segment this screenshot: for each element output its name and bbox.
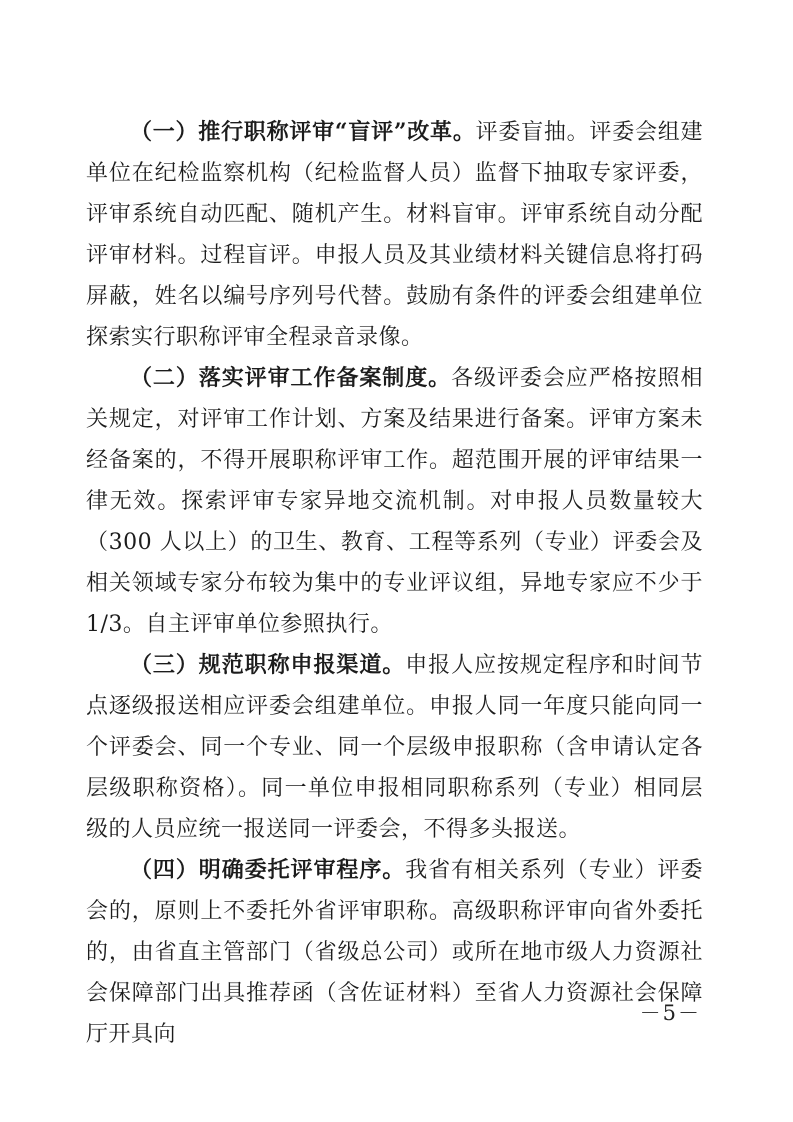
paragraph-4-lead: （四）明确委托评审程序。 — [130, 857, 406, 883]
paragraph-4-body: 我省有相关系列（专业）评委会的，原则上不委托外省评审职称。高级职称评审向省外委托的，由省直主管部门（省级总公司）或所在地市级人力资源社会保障部门出具推荐函（含佐证材料）至省人力资源社会保障厅开具向 — [86, 858, 703, 1047]
paragraph-1-lead: （一）推行职称评审“盲评”改革。 — [130, 119, 476, 145]
paragraph-4 — [86, 850, 703, 1055]
page-number: －5－ — [639, 1001, 701, 1025]
paragraph-3 — [86, 645, 703, 850]
paragraph-2 — [86, 358, 703, 645]
paragraph-2-lead: （二）落实评审工作备案制度。 — [130, 365, 452, 391]
paragraph-2-body: 各级评委会应严格按照相关规定，对评审工作计划、方案及结果进行备案。评审方案未经备案的，不得开展职称评审工作。超范围开展的评审结果一律无效。探索评审专家异地交流机制。对申报人员数量较大（300 人以上）的卫生、教育、工程等系列（专业）评委会及相关领域专家分布较为集中的专业评议组，异地专家应不少于1/3。自主评审单位参照执行。 — [86, 366, 703, 637]
document-body — [86, 112, 703, 1055]
paragraph-3-body: 申报人应按规定程序和时间节点逐级报送相应评委会组建单位。申报人同一年度只能向同一个评委会、同一个专业、同一个层级申报职称（含申请认定各层级职称资格）。同一单位申报相同职称系列（专业）相同层级的人员应统一报送同一评委会，不得多头报送。 — [86, 653, 703, 842]
paragraph-1 — [86, 112, 703, 358]
paragraph-3-lead: （三）规范职称申报渠道。 — [130, 652, 406, 678]
paragraph-1-body: 评委盲抽。评委会组建单位在纪检监察机构（纪检监督人员）监督下抽取专家评委，评审系统自动匹配、随机产生。材料盲审。评审系统自动分配评审材料。过程盲评。申报人员及其业绩材料关键信息将打码屏蔽，姓名以编号序列号代替。鼓励有条件的评委会组建单位探索实行职称评审全程录音录像。 — [86, 120, 703, 350]
